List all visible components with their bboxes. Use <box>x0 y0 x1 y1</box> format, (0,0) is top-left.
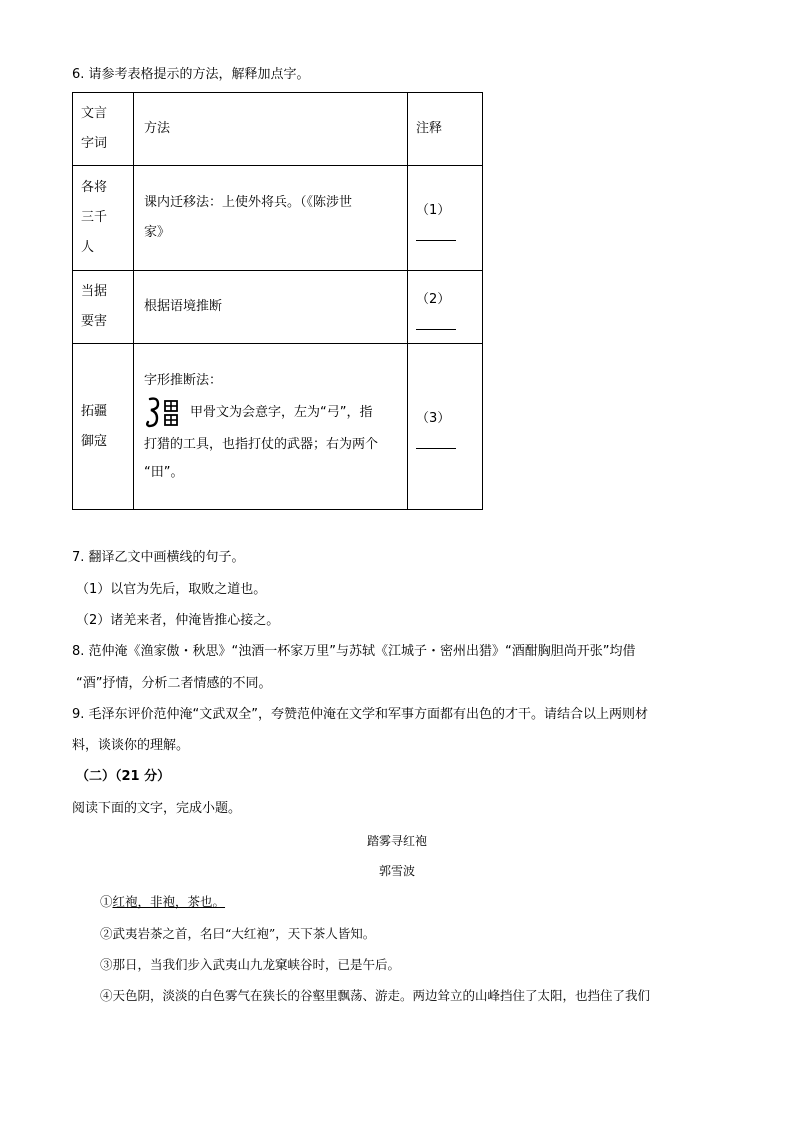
paragraph-text: 武夷岩茶之首，名曰“大红袍”，天下茶人皆知。 <box>112 926 376 941</box>
q8-line: “酒”抒情，分析二者情感的不同。 <box>76 676 272 691</box>
header-word-line: 文言 <box>81 106 108 121</box>
answer-label: （3） <box>416 411 451 426</box>
answer-label: （2） <box>416 291 451 307</box>
row-word-line: 要害 <box>81 314 108 329</box>
oracle-bone-glyph-icon <box>144 395 188 431</box>
row-word-line: 拓疆 <box>81 403 108 419</box>
answer-label: （1） <box>416 202 451 218</box>
paragraph-text: 天色阴，淡淡的白色雾气在狭长的谷壑里飘荡、游走。两边耸立的山峰挡住了太阳，也挡住了我们 <box>112 988 651 1003</box>
row-method-cell <box>134 344 408 510</box>
paragraph-text: 红袍，非袍，茶也。 <box>112 894 226 909</box>
q8-line: 8. 范仲淹《渔家傲・秋思》“浊酒一杯家万里”与苏轼《江城子・密州出猎》“酒酣胸胆尚开张”均借 <box>72 644 636 659</box>
article-paragraph <box>100 925 375 943</box>
method-line: “田”。 <box>144 464 184 480</box>
q7-item: （2）诸羌来者，仲淹皆推心接之。 <box>76 613 280 628</box>
row-word-line: 三千 <box>81 210 108 225</box>
method-glyph-text: 甲骨文为会意字，左为“弓”，指 <box>190 404 373 420</box>
row-note-cell <box>408 166 483 271</box>
article-paragraph <box>100 893 225 911</box>
article-title: 踏雾寻红袍 <box>366 834 427 848</box>
header-note-cell: 注释 <box>408 93 483 166</box>
row-word-line: 御寇 <box>81 433 108 449</box>
paragraph-text: 那日，当我们步入武夷山九龙窠峡谷时，已是午后。 <box>112 957 401 972</box>
row-word-cell <box>73 166 134 271</box>
row-word-line: 各将 <box>81 180 108 195</box>
answer-blank[interactable] <box>416 315 456 330</box>
method-title: 字形推断法： <box>144 372 223 388</box>
q9-line: 料，谈谈你的理解。 <box>72 738 190 753</box>
q7-item: （1）以官为先后，取败之道也。 <box>76 582 267 597</box>
paragraph-number: ④ <box>100 988 113 1003</box>
header-word-line: 字词 <box>81 136 108 151</box>
section-instruction: 阅读下面的文字，完成小题。 <box>72 801 242 816</box>
article-author: 郭雪波 <box>378 864 415 878</box>
q9-line: 9. 毛泽东评价范仲淹“文武双全”，夸赞范仲淹在文学和军事方面都有出色的才干。请结合以上两则材 <box>72 707 649 722</box>
answer-blank[interactable] <box>416 226 456 241</box>
row-note-cell <box>408 271 483 344</box>
article-paragraph <box>100 956 400 974</box>
row-method-cell: 根据语境推断 <box>134 271 408 344</box>
q6-table <box>72 92 483 510</box>
paragraph-number: ① <box>100 894 113 909</box>
q7-prompt: 7. 翻译乙文中画横线的句子。 <box>72 550 245 565</box>
header-word-cell <box>73 93 134 166</box>
row-method-cell <box>134 166 408 271</box>
paragraph-number: ③ <box>100 957 113 972</box>
header-method-cell: 方法 <box>134 93 408 166</box>
answer-blank[interactable] <box>416 434 456 449</box>
row-word-cell <box>73 344 134 510</box>
row-method-line: 课内迁移法：上使外将兵。（《陈涉世 <box>144 195 353 210</box>
row-word-line: 人 <box>81 240 95 255</box>
row-word-line: 当据 <box>81 284 108 299</box>
method-line: 打猎的工具，也指打仗的武器；右为两个 <box>144 436 379 452</box>
section-heading: （二）（21 分） <box>76 769 171 784</box>
row-word-cell <box>73 271 134 344</box>
article-paragraph <box>100 987 650 1005</box>
paragraph-number: ② <box>100 926 113 941</box>
q6-prompt: 6. 请参考表格提示的方法，解释加点字。 <box>72 67 310 82</box>
row-method-line: 家》 <box>144 225 171 240</box>
row-note-cell <box>408 344 483 510</box>
